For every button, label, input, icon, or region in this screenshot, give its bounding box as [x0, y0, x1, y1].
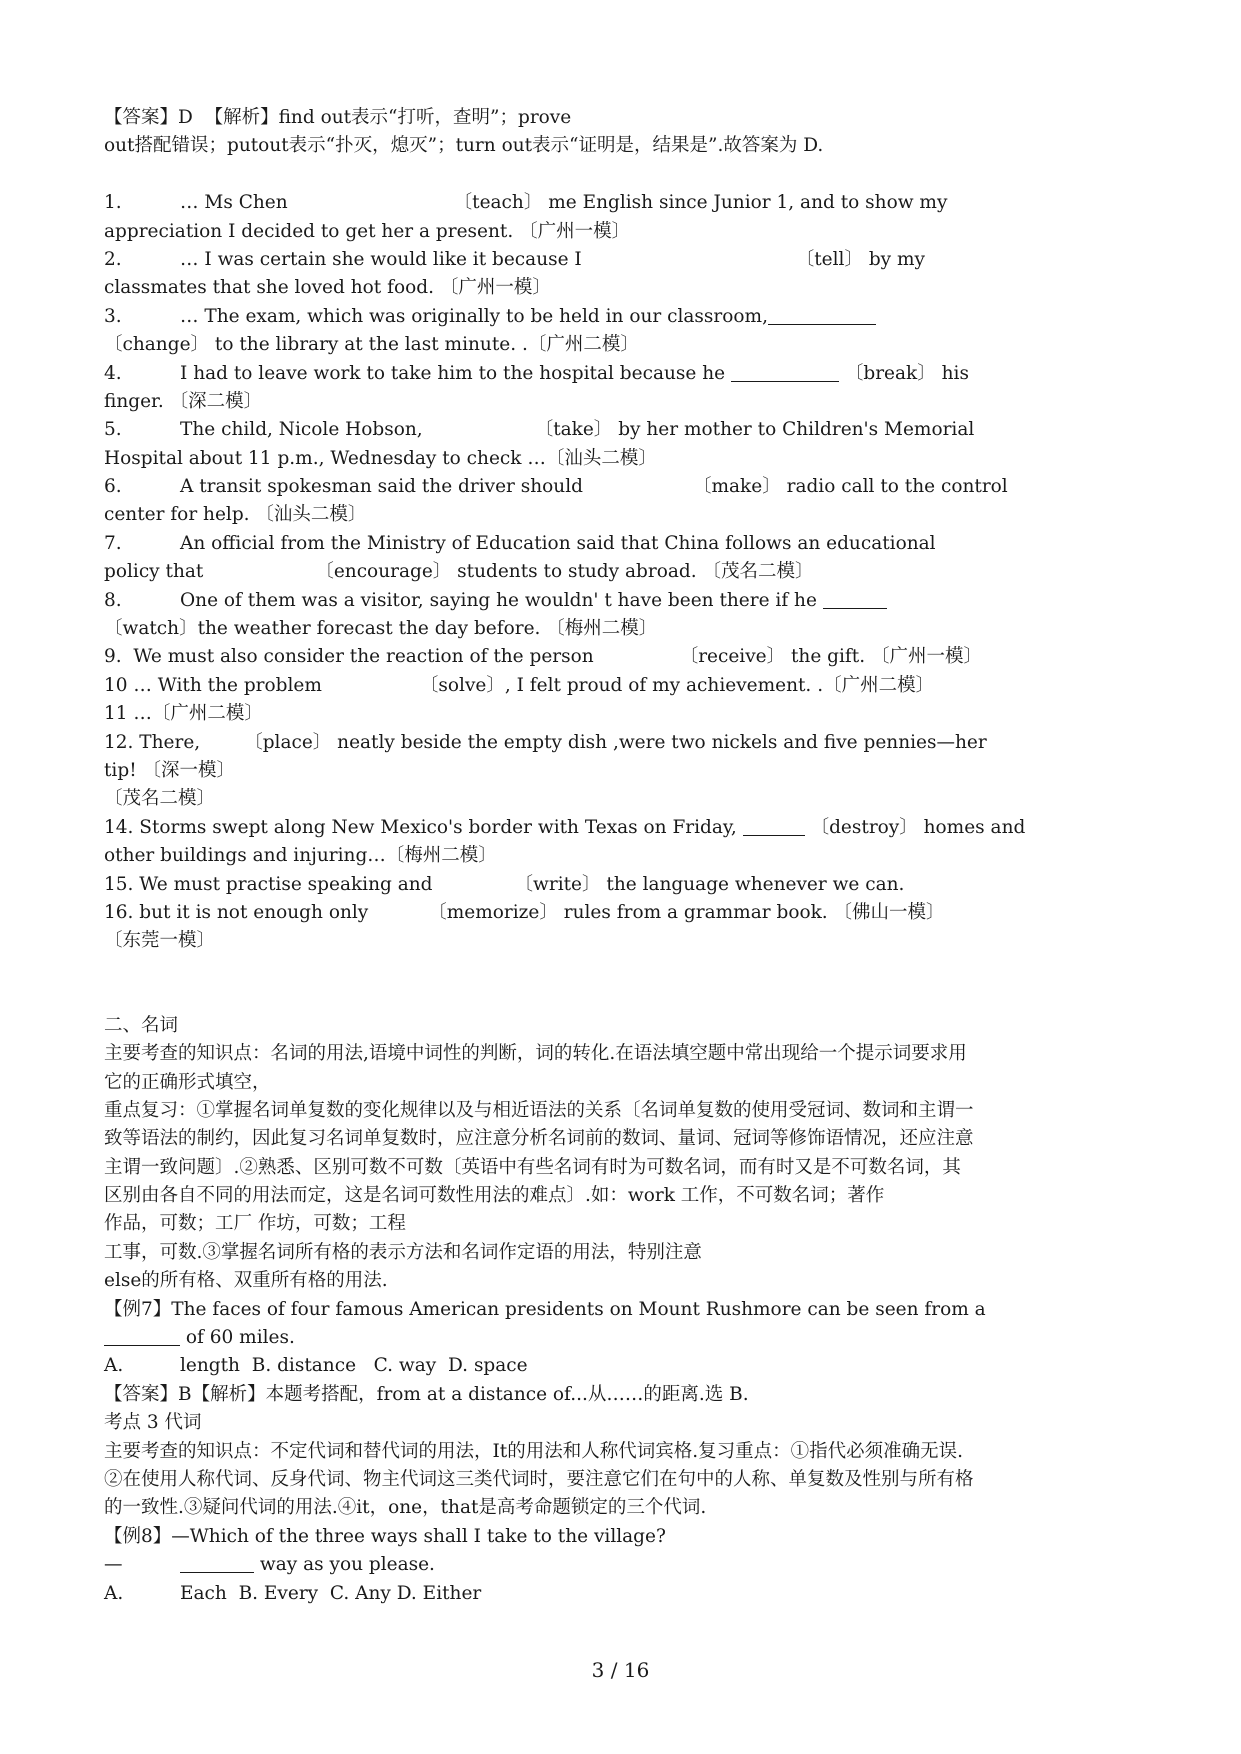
- paragraph-line: 主谓一致问题〕.②熟悉、区别可数不可数〔英语中有些名词有时为可数名词，而有时又是不可数名词，其: [104, 1156, 961, 1178]
- section-heading: 考点 3 代词: [104, 1412, 202, 1434]
- exercise-line: classmates that she loved hot food. 〔广州一模〕: [104, 277, 551, 299]
- paragraph-line: 致等语法的制约，因此复习名词单复数时，应注意分析名词前的数词、量词、冠词等修饰语情况，还应注意: [104, 1128, 974, 1150]
- exercise-line: center for help. 〔汕头二模〕: [104, 504, 367, 526]
- answer-line: 【答案】D 【解析】find out表示“打听，查明”；prove: [104, 107, 572, 128]
- exercise-line: tip! 〔深一模〕: [104, 759, 236, 781]
- paragraph-line: ②在使用人称代词、反身代词、物主代词这三类代词时，要注意它们在句中的人称、单复数及性别与所有格: [104, 1468, 974, 1490]
- exercise-line: 14. Storms swept along New Mexico's border with Texas on Friday, 〔destroy〕 homes and: [104, 816, 1026, 838]
- exercise-line: finger. 〔深二模〕: [104, 390, 263, 412]
- exercise-line: 〔change〕 to the library at the last minute. .〔广州二模〕: [104, 334, 639, 356]
- exercise-line: 〔东莞一模〕: [104, 930, 216, 952]
- exercise-line: 〔watch〕the weather forecast the day before. 〔梅州二模〕: [104, 618, 658, 640]
- example-question: 【例8】—Which of the three ways shall I take to the village?: [104, 1525, 666, 1547]
- exercise-line: Hospital about 11 p.m., Wednesday to check …〔汕头二模〕: [104, 447, 657, 469]
- exercise-line: appreciation I decided to get her a present. 〔广州一模〕: [104, 220, 631, 242]
- example-question: of 60 miles.: [104, 1324, 1144, 1352]
- paragraph-line: 的一致性.③疑问代词的用法.④it，one，that是高考命题锁定的三个代词.: [104, 1497, 707, 1519]
- exercise-line: 3. … The exam, which was originally to be held in our classroom,: [104, 303, 1144, 331]
- exercise-line: 7. An official from the Ministry of Education said that China follows an educational: [104, 532, 936, 554]
- paragraph-line: 主要考查的知识点：不定代词和替代词的用法，It的用法和人称代词宾格.复习重点：①指代必须准确无误.: [104, 1440, 964, 1462]
- exercise-line: 10 … With the problem 〔solve〕, I felt proud of my achievement. .〔广州二模〕: [104, 674, 935, 696]
- example-question: — way as you please.: [104, 1554, 435, 1576]
- exercise-line: 8. One of them was a visitor, saying he wouldn' t have been there if he: [104, 587, 1144, 615]
- exercise-line: 〔茂名二模〕: [104, 788, 216, 810]
- paragraph-line: 重点复习：①掌握名词单复数的变化规律以及与相近语法的关系〔名词单复数的使用受冠词、数词和主谓一: [104, 1099, 974, 1121]
- paragraph-line: 区别由各自不同的用法而定，这是名词可数性用法的难点〕.如：work 工作，不可数名词；著作: [104, 1185, 885, 1207]
- exercise-line: 4. I had to leave work to take him to the hospital because he 〔break〕 his: [104, 362, 969, 384]
- exercise-line: other buildings and injuring…〔梅州二模〕: [104, 845, 497, 867]
- example-question: 【例7】The faces of four famous American presidents on Mount Rushmore can be seen from a: [104, 1298, 986, 1320]
- paragraph-line: 主要考查的知识点：名词的用法,语境中词性的判断，词的转化.在语法填空题中常出现给一个提示词要求用: [104, 1043, 967, 1065]
- paragraph-line: else的所有格、双重所有格的用法.: [104, 1270, 388, 1292]
- exercise-line: 12. There, 〔place〕 neatly beside the empty dish ,were two nickels and five pennies—her: [104, 731, 987, 753]
- example-answer: 【答案】B【解析】本题考搭配，from at a distance of...从……的距离.选 B.: [104, 1383, 749, 1405]
- paragraph-line: 作品，可数；工厂 作坊，可数；工程: [104, 1213, 406, 1235]
- exercise-line: 2. … I was certain she would like it because I 〔tell〕 by my: [104, 248, 925, 270]
- exercise-line: 16. but it is not enough only 〔memorize〕 rules from a grammar book. 〔佛山一模〕: [104, 901, 945, 923]
- example-options: A. Each B. Every C. Any D. Either: [104, 1582, 482, 1604]
- document-body: [104, 104, 1144, 1608]
- section-heading: 二、名词: [104, 1014, 179, 1036]
- exercise-line: 1. … Ms Chen 〔teach〕 me English since Junior 1, and to show my: [104, 192, 948, 214]
- answer-line: out搭配错误；putout表示“扑灭，熄灭”；turn out表示“证明是，结果是”.故答案为 D.: [104, 135, 824, 157]
- example-options: A. length B. distance C. way D. space: [104, 1355, 528, 1377]
- exercise-line: 5. The child, Nicole Hobson, 〔take〕 by her mother to Children's Memorial: [104, 419, 975, 441]
- exercise-line: 6. A transit spokesman said the driver should 〔make〕 radio call to the control: [104, 476, 1008, 498]
- exercise-line: policy that 〔encourage〕 students to study abroad. 〔茂名二模〕: [104, 561, 814, 583]
- exercise-line: 9. We must also consider the reaction of the person 〔receive〕 the gift. 〔广州一模〕: [104, 646, 982, 668]
- page-number: 3 / 16: [591, 1658, 650, 1682]
- paragraph-line: 工事，可数.③掌握名词所有格的表示方法和名词作定语的用法，特别注意: [104, 1241, 702, 1263]
- paragraph-line: 它的正确形式填空，: [104, 1071, 271, 1093]
- exercise-line: 15. We must practise speaking and 〔write〕 the language whenever we can.: [104, 873, 905, 895]
- exercise-line: 11 …〔广州二模〕: [104, 703, 263, 725]
